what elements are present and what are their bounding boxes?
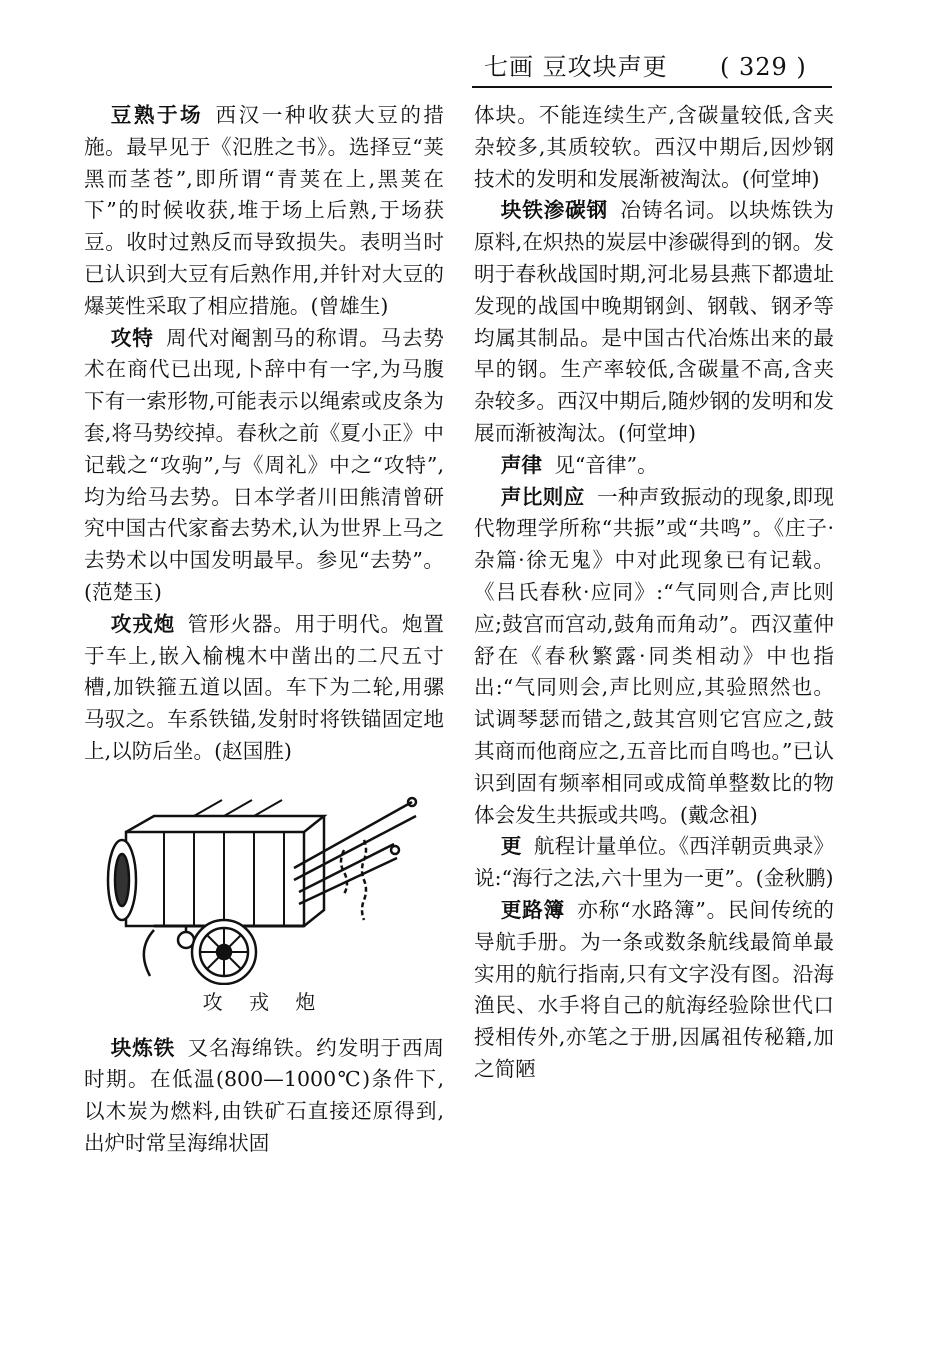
left-column (84, 100, 444, 1160)
entry-term: 更 (500, 834, 522, 859)
entry-doushu (84, 100, 444, 323)
entry-text: 周代对阉割马的称谓。马去势术在商代已出现,卜辞中有一字,为马腹下有一索形物,可能表示以绳索或皮条为套,将马势绞掉。春秋之前《夏小正》中记载之“攻驹”,与《周礼》中之“攻特”,均为给马去势。日本学者川田熊清曾研究中国古代家畜去势术,认为世界上马之去势术以中国发明最早。参见“去势”。(范楚玉) (84, 325, 445, 604)
cannon-illustration (84, 780, 444, 1019)
page-number: ( 329 ) (720, 53, 807, 81)
entry-text: 冶铸名词。以块炼铁为原料,在炽热的炭层中渗碳得到的钢。发明于春秋战国时期,河北易县燕下都遗址发现的战国中晚期钢剑、钢戟、钢矛等均属其制品。是中国古代冶炼出来的最早的钢。生产率较低,含碳量不高,含夹杂较多。西汉中期后,随炒钢的发明和发展而渐被淘汰。(何堂坤) (474, 198, 835, 445)
entry-text: 西汉一种收获大豆的措施。最早见于《氾胜之书》。选择豆“荚黑而茎苍”,即所谓“青荚在上,黑荚在下”的时候收获,堆于场上后熟,于场获豆。收时过熟反而导致损失。表明当时已认识到大豆有后熟作用,并针对大豆的爆荚性采取了相应措施。(曾雄生) (84, 103, 445, 318)
entry-gongrongpao (84, 609, 444, 768)
entry-kuailiantie-continued: 体块。不能连续生产,含碳量较低,含夹杂较多,其质较软。西汉中期后,因炒钢技术的发明和发展渐被淘汰。(何堂坤) (474, 103, 834, 191)
entry-text: 管形火器。用于明代。炮置于车上,嵌入榆槐木中凿出的二尺五寸槽,加铁箍五道以固。车下为二轮,用骡马驭之。车系铁锚,发射时将铁锚固定地上,以防后坐。(赵国胜) (84, 611, 445, 763)
entry-kuaitie (474, 195, 834, 449)
header-title: 七画 豆攻块声更 (484, 53, 668, 81)
figure-caption: 攻 戎 炮 (202, 989, 326, 1014)
cannon-cart-drawing (94, 780, 434, 985)
entry-shenglv (474, 450, 834, 482)
running-header (472, 48, 832, 88)
entry-term: 块铁渗碳钢 (500, 198, 609, 223)
entry-text: 亦称“水路簿”。民间传统的导航手册。为一条或数条航线最简单最实用的航行指南,只有文字没有图。沿海渔民、水手将自己的航海经验除世代口授相传外,亦笔之于册,因属祖传秘籍,加之简陋 (474, 897, 835, 1081)
entry-term: 声比则应 (500, 484, 585, 509)
entry-text: 一种声致振动的现象,即现代物理学所称“共振”或“共鸣”。《庄子·杂篇·徐无鬼》中对此现象已有记载。《吕氏春秋·应同》:“气同则合,声比则应;鼓宫而宫动,鼓角而角动”。西汉董仲舒在《春秋繁露·同类相动》中也指出:“气同则会,声比则应,其验照然也。试调琴瑟而错之,鼓其宫则它宫应之,鼓其商而他商应之,五音比而自鸣也。”已认识到固有频率相同或成简单整数比的物体会发生共振或共鸣。(戴念祖) (474, 484, 835, 827)
entry-term: 声律 (500, 452, 542, 477)
entry-gongte (84, 323, 444, 609)
entry-genglubu (474, 895, 834, 1086)
entry-geng (474, 831, 834, 895)
entry-text: 见“音律”。 (554, 452, 658, 477)
entry-term: 攻戎炮 (110, 611, 176, 636)
entry-term: 豆熟于场 (110, 103, 204, 127)
entry-term: 攻特 (110, 325, 154, 350)
entry-text: 航程计量单位。《西洋朝贡典录》说:“海行之法,六十里为一更”。(金秋鹏) (474, 834, 835, 891)
right-column (474, 100, 834, 1086)
entry-term: 块炼铁 (110, 1035, 176, 1060)
entry-kuailiantie (84, 1033, 444, 1160)
entry-shengbi (474, 482, 834, 832)
entry-text: 又名海绵铁。约发明于西周时期。在低温(800—1000℃)条件下,以木炭为燃料,由铁矿石直接还原得到,出炉时常呈海绵状固 (84, 1035, 445, 1155)
entry-term: 更路簿 (500, 897, 565, 922)
